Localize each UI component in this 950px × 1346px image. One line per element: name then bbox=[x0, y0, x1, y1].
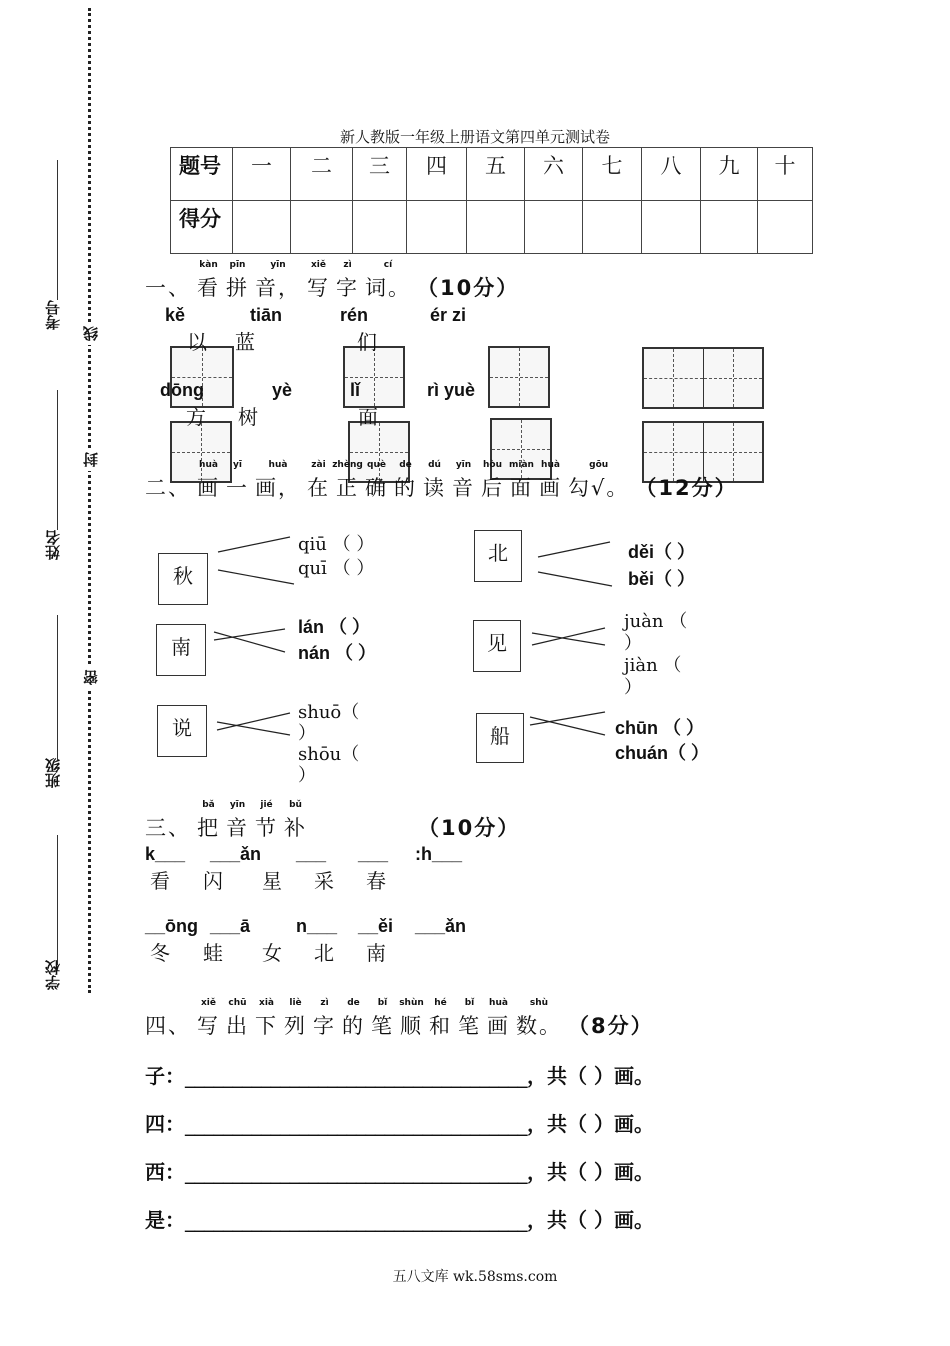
table-header-cell: 四 bbox=[407, 148, 467, 201]
pinyin: kě bbox=[165, 305, 186, 325]
heading-char bbox=[371, 998, 394, 1040]
ruby-pinyin: bǔ bbox=[289, 800, 302, 810]
stroke-order-row bbox=[145, 1208, 654, 1232]
ruby-pinyin: huà bbox=[199, 460, 218, 470]
syllable-blank[interactable]: ___ bbox=[296, 844, 327, 864]
char: 女 bbox=[262, 941, 282, 965]
char-box: 秋 bbox=[158, 553, 208, 605]
row-tail: ，共（ ）画。 bbox=[527, 1112, 654, 1136]
heading-char bbox=[284, 800, 307, 842]
stroke-order-row bbox=[145, 1160, 654, 1184]
heading-char bbox=[255, 800, 278, 842]
section-4-heading bbox=[145, 998, 660, 1040]
heading-text: 数。 bbox=[516, 1014, 562, 1038]
ruby-pinyin: bǐ bbox=[464, 998, 475, 1008]
pinyin: yè bbox=[272, 380, 293, 400]
ruby-pinyin: jié bbox=[260, 800, 273, 810]
heading-text: 音 bbox=[452, 476, 475, 500]
ruby-pinyin: zhèng bbox=[332, 460, 363, 470]
char: 采 bbox=[314, 869, 334, 893]
ruby-pinyin: hé bbox=[434, 998, 447, 1008]
hint-char: 们 bbox=[357, 330, 377, 354]
heading-text: （10分） bbox=[417, 276, 520, 300]
char-box: 船 bbox=[476, 713, 524, 763]
page-title: 新人教版一年级上册语文第四单元测试卷 bbox=[339, 128, 610, 146]
ruby-pinyin: yīn bbox=[270, 260, 286, 270]
option: ） bbox=[624, 633, 642, 654]
heading-text: 把 bbox=[197, 816, 220, 840]
ruby-pinyin: miàn bbox=[509, 460, 534, 470]
char-box: 说 bbox=[157, 705, 207, 757]
option[interactable]: quī （ ） bbox=[298, 558, 375, 579]
heading-text: 画 bbox=[197, 476, 220, 500]
ruby-pinyin: bǐ bbox=[377, 998, 388, 1008]
ruby-pinyin: cí bbox=[383, 260, 393, 270]
pinyin: lǐ bbox=[350, 380, 361, 400]
table-header-cell: 七 bbox=[583, 148, 642, 201]
table-header-cell: 二 bbox=[291, 148, 353, 201]
ruby-pinyin: pīn bbox=[229, 260, 246, 270]
pinyin: rén bbox=[340, 305, 369, 325]
option[interactable]: běi（ ） bbox=[628, 569, 696, 589]
heading-text: 写 bbox=[197, 1014, 220, 1038]
hint-char: 面 bbox=[358, 405, 378, 429]
ruby-pinyin: xià bbox=[259, 998, 274, 1008]
heading-text: 音 bbox=[226, 816, 249, 840]
table-header-cell: 三 bbox=[353, 148, 407, 201]
ruby-pinyin: huà bbox=[268, 460, 288, 470]
heading-char bbox=[429, 998, 452, 1040]
table-header-cell: 八 bbox=[642, 148, 701, 201]
stroke-order-blank[interactable]: ____________________________________ bbox=[185, 1112, 527, 1136]
hint-char: 以 bbox=[187, 330, 207, 354]
stroke-order-blank[interactable]: ____________________________________ bbox=[185, 1208, 527, 1232]
heading-char bbox=[145, 812, 191, 842]
stroke-order-row bbox=[145, 1112, 654, 1136]
heading-text: 的 bbox=[342, 1014, 365, 1038]
row-char: 西： bbox=[145, 1160, 185, 1184]
syllable-blank[interactable]: ___ bbox=[358, 844, 389, 864]
row-tail: ，共（ ）画。 bbox=[527, 1208, 654, 1232]
heading-text: 下 bbox=[255, 1014, 278, 1038]
pinyin: dōng bbox=[160, 380, 204, 400]
option: ） bbox=[624, 677, 642, 698]
heading-text: 确 bbox=[365, 476, 388, 500]
ruby-pinyin: bǎ bbox=[202, 800, 215, 810]
char-box: 南 bbox=[156, 624, 206, 676]
char-box: 北 bbox=[474, 530, 522, 582]
heading-text: 画， bbox=[255, 476, 301, 500]
option[interactable]: děi（ ） bbox=[628, 542, 696, 562]
ruby-pinyin: yī bbox=[233, 460, 242, 470]
row-char: 子： bbox=[145, 1064, 185, 1088]
char: 北 bbox=[314, 941, 334, 965]
option[interactable]: juàn （ bbox=[624, 611, 688, 632]
heading-text: 读 bbox=[423, 476, 446, 500]
row-char: 是： bbox=[145, 1208, 185, 1232]
option[interactable]: jiàn （ bbox=[624, 655, 682, 676]
heading-text: 画 bbox=[539, 476, 562, 500]
heading-text: 补 bbox=[284, 816, 307, 840]
heading-char bbox=[284, 998, 307, 1040]
heading-char bbox=[226, 800, 249, 842]
heading-text: 画 bbox=[487, 1014, 510, 1038]
heading-char bbox=[568, 1010, 654, 1040]
heading-char bbox=[399, 998, 424, 1040]
seal-char-seal: 封 bbox=[80, 448, 101, 471]
option: ） bbox=[298, 765, 316, 786]
ruby-pinyin: shùn bbox=[399, 998, 424, 1008]
heading-text: 词。 bbox=[365, 276, 411, 300]
section-3-score: （10分） bbox=[418, 816, 521, 840]
heading-text: 二、 bbox=[145, 476, 191, 500]
option[interactable]: chuán（ ） bbox=[615, 743, 710, 763]
table-header-cell: 十 bbox=[758, 148, 813, 201]
pinyin: rì yuè bbox=[427, 380, 476, 400]
hint-char: 方 bbox=[186, 405, 206, 429]
stroke-order-blank[interactable]: ____________________________________ bbox=[185, 1064, 527, 1088]
heading-text: 字 bbox=[313, 1014, 336, 1038]
char: 南 bbox=[366, 941, 386, 965]
table-header-cell: 题号 bbox=[171, 148, 233, 201]
char: 看 bbox=[150, 869, 170, 893]
heading-char bbox=[226, 998, 249, 1040]
row-tail: ，共（ ）画。 bbox=[527, 1064, 654, 1088]
heading-text: 的 bbox=[394, 476, 417, 500]
option[interactable]: shōu（ bbox=[298, 744, 360, 765]
syllable-blank[interactable]: __ěi bbox=[358, 916, 394, 936]
heading-text: 节 bbox=[255, 816, 278, 840]
syllable-blank[interactable]: ___ǎn bbox=[415, 916, 467, 936]
syllable-blank[interactable]: ___ǎn bbox=[210, 844, 262, 864]
hint-char: 树 bbox=[238, 405, 258, 429]
heading-text: 字 bbox=[336, 276, 359, 300]
score-label: 得分 bbox=[171, 201, 233, 254]
heading-text: 后 bbox=[481, 476, 504, 500]
option[interactable]: shuō（ bbox=[298, 702, 360, 723]
ruby-pinyin: chū bbox=[228, 998, 247, 1008]
heading-text: 看 bbox=[197, 276, 220, 300]
ruby-pinyin: xiě bbox=[311, 260, 326, 270]
ruby-pinyin: gōu bbox=[589, 460, 609, 470]
heading-text: 正 bbox=[336, 476, 359, 500]
heading-char bbox=[313, 998, 336, 1040]
option[interactable]: lán （ ） bbox=[298, 617, 371, 637]
heading-text: 笔 bbox=[458, 1014, 481, 1038]
heading-text: （8分） bbox=[568, 1014, 654, 1038]
heading-text: 勾√。 bbox=[568, 476, 630, 500]
heading-text: 面 bbox=[510, 476, 533, 500]
pinyin: ér zi bbox=[430, 305, 467, 325]
heading-text: 一 bbox=[226, 476, 249, 500]
ruby-pinyin: zì bbox=[343, 260, 352, 270]
syllable-blank[interactable]: __ōng bbox=[145, 916, 199, 936]
heading-text: 写 bbox=[307, 276, 330, 300]
heading-char bbox=[255, 998, 278, 1040]
footer-watermark: 五八文库 wk.58sms.com bbox=[392, 1269, 558, 1285]
ruby-pinyin: de bbox=[347, 998, 360, 1008]
heading-char bbox=[342, 998, 365, 1040]
ruby-pinyin: huà bbox=[541, 460, 560, 470]
heading-char bbox=[145, 1010, 191, 1040]
seal-char-line: 线 bbox=[80, 322, 101, 345]
ruby-pinyin: huà bbox=[489, 998, 508, 1008]
char-box: 见 bbox=[473, 620, 521, 672]
heading-text: 和 bbox=[429, 1014, 452, 1038]
heading-char bbox=[516, 998, 562, 1040]
ruby-pinyin: de bbox=[399, 460, 412, 470]
table-header-cell: 九 bbox=[701, 148, 758, 201]
ruby-pinyin: hòu bbox=[483, 460, 502, 470]
char: 闪 bbox=[203, 869, 223, 893]
option: ） bbox=[298, 723, 316, 744]
ruby-pinyin: zài bbox=[311, 460, 326, 470]
heading-text: 一、 bbox=[145, 276, 191, 300]
ruby-pinyin: shù bbox=[529, 998, 549, 1008]
heading-text: 三、 bbox=[145, 816, 191, 840]
exam-number-label: 考号 bbox=[44, 300, 62, 330]
option[interactable]: chūn （ ） bbox=[615, 718, 704, 738]
option[interactable]: nán （ ） bbox=[298, 643, 377, 663]
heading-char bbox=[458, 998, 481, 1040]
row-tail: ，共（ ）画。 bbox=[527, 1160, 654, 1184]
heading-char bbox=[197, 998, 220, 1040]
table-header-cell: 一 bbox=[233, 148, 291, 201]
syllable-blank[interactable]: :h___ bbox=[415, 844, 463, 864]
heading-text: 音， bbox=[255, 276, 301, 300]
char: 星 bbox=[262, 869, 282, 893]
pinyin: tiān bbox=[250, 305, 283, 325]
ruby-pinyin: què bbox=[367, 460, 386, 470]
class-label: 班级 bbox=[44, 758, 62, 788]
ruby-pinyin: yīn bbox=[229, 800, 246, 810]
table-header-cell: 六 bbox=[525, 148, 583, 201]
section-3-heading bbox=[145, 800, 313, 842]
heading-text: 在 bbox=[307, 476, 330, 500]
stroke-order-row bbox=[145, 1064, 654, 1088]
heading-text: 顺 bbox=[400, 1014, 423, 1038]
syllable-blank[interactable]: ___ā bbox=[210, 916, 251, 936]
row-char: 四： bbox=[145, 1112, 185, 1136]
heading-text: 列 bbox=[284, 1014, 307, 1038]
heading-char bbox=[197, 800, 220, 842]
heading-text: （12分） bbox=[635, 476, 738, 500]
heading-text: 笔 bbox=[371, 1014, 394, 1038]
char: 冬 bbox=[150, 941, 170, 965]
heading-char bbox=[487, 998, 510, 1040]
heading-text: 拼 bbox=[226, 276, 249, 300]
heading-text: 出 bbox=[226, 1014, 249, 1038]
ruby-pinyin: yīn bbox=[455, 460, 472, 470]
seal-char-secret: 密 bbox=[80, 666, 101, 689]
ruby-pinyin: zì bbox=[320, 998, 329, 1008]
hint-char: 蓝 bbox=[235, 330, 255, 354]
ruby-pinyin: dú bbox=[428, 460, 441, 470]
stroke-order-blank[interactable]: ____________________________________ bbox=[185, 1160, 527, 1184]
ruby-pinyin: kàn bbox=[199, 260, 218, 270]
ruby-pinyin: liè bbox=[289, 998, 302, 1008]
school-label: 学校 bbox=[44, 960, 62, 990]
option[interactable]: qiū （ ） bbox=[298, 534, 375, 555]
syllable-blank[interactable]: n___ bbox=[296, 916, 338, 936]
char: 蛙 bbox=[203, 941, 223, 965]
heading-text: 四、 bbox=[145, 1014, 191, 1038]
name-label: 姓名 bbox=[44, 530, 62, 560]
char: 春 bbox=[366, 869, 386, 893]
syllable-blank[interactable]: k___ bbox=[145, 844, 186, 864]
ruby-pinyin: xiě bbox=[201, 998, 216, 1008]
table-header-cell: 五 bbox=[467, 148, 525, 201]
